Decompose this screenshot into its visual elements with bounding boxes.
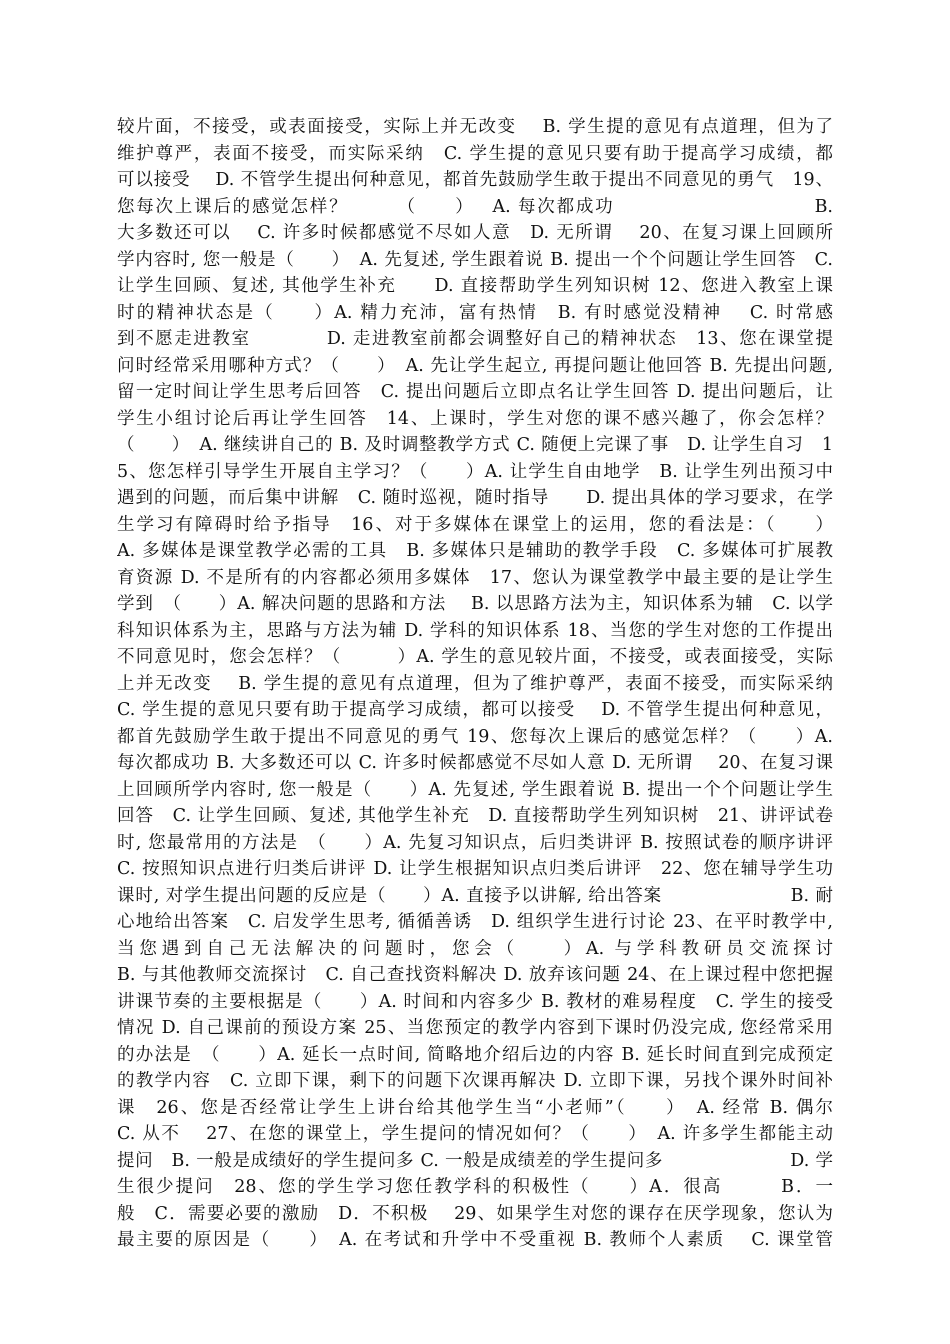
text-line: 您每次上课后的感觉怎样？ （ ） A. 每次都成功 B. (117, 196, 833, 217)
text-line: 到不愿走进教室 D. 走进教室前都会调整好自己的精神状态 13、您在课堂提 (117, 329, 833, 349)
text-line: 课 26、您是否经常让学生上讲台给其他学生当“小老师”（ ） A. 经常 B. 偶尔 (117, 1097, 833, 1118)
text-line: （ ） A. 继续讲自己的 B. 及时调整教学方式 C. 随便上完课了事 D. 让学生自习 1 (117, 435, 833, 455)
text-line: A. 多媒体是课堂教学必需的工具 B. 多媒体只是辅助的教学手段 C. 多媒体可扩展教 (117, 541, 833, 561)
text-line: 学生小组讨论后再让学生回答 14、上课时，学生对您的课不感兴趣了，你会怎样？ (117, 408, 833, 429)
text-line: B. 与其他教师交流探讨 C. 自己查找资料解决 D. 放弃该问题 24、在上课过程中您把握 (117, 965, 833, 985)
text-line: C. 按照知识点进行归类后讲评 D. 让学生根据知识点归类后讲评 22、您在辅导学生功 (117, 859, 833, 879)
text-line: 心地给出答案 C. 启发学生思考, 循循善诱 D. 组织学生进行讨论 23、在平时教学中, (117, 912, 833, 932)
text-line: 上并无改变 B. 学生提的意见有点道理，但为了维护尊严，表面不接受，而实际采纳 (117, 673, 833, 694)
text-line: 每次都成功 B. 大多数还可以 C. 许多时候都感觉不尽如人意 D. 无所谓 20、在复习课 (117, 753, 833, 773)
text-line: 课时, 对学生提出问题的反应是（ ）A. 直接予以讲解, 给出答案 B. 耐 (117, 885, 833, 906)
text-line: 科知识体系为主，思路与方法为辅 D. 学科的知识体系 18、当您的学生对您的工作提出 (117, 620, 833, 641)
text-line: 提问 B. 一般是成绩好的学生提问多 C. 一般是成绩差的学生提问多 D. 学 (117, 1150, 833, 1171)
text-line: 遇到的问题，而后集中讲解 C. 随时巡视，随时指导 D. 提出具体的学习要求，在学 (117, 488, 833, 508)
document-body (117, 114, 833, 1254)
text-line: 学到 （ ）A. 解决问题的思路和方法 B. 以思路方法为主，知识体系为辅 C. 以学 (117, 594, 833, 614)
text-line: 让学生回顾、复述, 其他学生补充 D. 直接帮助学生列知识树 12、您进入教室上课 (117, 276, 833, 296)
text-line: 育资源 D. 不是所有的内容都必须用多媒体 17、您认为课堂教学中最主要的是让学生 (117, 567, 833, 588)
text-line: 生学习有障碍时给予指导 16、对于多媒体在课堂上的运用，您的看法是：（ ） (117, 514, 833, 535)
text-line: 当您遇到自己无法解决的问题时，您会（ ）A. 与学科教研员交流探讨 (117, 938, 833, 959)
text-line: 大多数还可以 C. 许多时候都感觉不尽如人意 D. 无所谓 20、在复习课上回顾所 (117, 223, 833, 243)
text-line: 的办法是 （ ）A. 延长一点时间, 简略地介绍后边的内容 B. 延长时间直到完成预定 (117, 1044, 833, 1065)
text-line: 不同意见时，您会怎样？（ ）A. 学生的意见较片面，不接受，或表面接受，实际 (117, 647, 833, 667)
text-line: 上回顾所学内容时, 您一般是（ ）A. 先复述, 学生跟着说 B. 提出一个个问题让学生 (117, 779, 833, 800)
text-line: 5、您怎样引导学生开展自主学习？（ ）A. 让学生自由地学 B. 让学生列出预习中 (117, 461, 833, 482)
text-line: 的教学内容 C. 立即下课，剩下的问题下次课再解决 D. 立即下课，另找个课外时间补 (117, 1071, 833, 1091)
text-line: 般 C．需要必要的激励 D．不积极 29、如果学生对您的课存在厌学现象，您认为 (117, 1203, 833, 1224)
text-line: 最主要的原因是（ ） A. 在考试和升学中不受重视 B. 教师个人素质 C. 课堂管 (117, 1230, 833, 1250)
text-line: 较片面，不接受，或表面接受，实际上并无改变 B. 学生提的意见有点道理，但为了 (117, 117, 833, 137)
text-line: 留一定时间让学生思考后回答 C. 提出问题后立即点名让学生回答 D. 提出问题后，让 (117, 382, 833, 402)
text-line: 生很少提问 28、您的学生学习您任教学科的积极性（ ）A．很高 B．一 (117, 1177, 833, 1197)
text-line: 可以接受 D. 不管学生提出何种意见，都首先鼓励学生敢于提出不同意见的勇气 19、 (117, 170, 833, 190)
text-line: C. 学生提的意见只要有助于提高学习成绩，都可以接受 D. 不管学生提出何种意见， (117, 700, 833, 720)
text-line: 时, 您最常用的方法是 （ ）A. 先复习知识点，后归类讲评 B. 按照试卷的顺序讲评 (117, 832, 833, 853)
text-line: 情况 D. 自己课前的预设方案 25、当您预定的教学内容到下课时仍没完成, 您经常采用 (117, 1018, 833, 1038)
text-line: 讲课节奏的主要根据是（ ）A. 时间和内容多少 B. 教材的难易程度 C. 学生的接受 (117, 991, 833, 1012)
text-line: 都首先鼓励学生敢于提出不同意见的勇气 19、您每次上课后的感觉怎样？（ ）A. (117, 726, 833, 747)
text-line: 回答 C. 让学生回顾、复述, 其他学生补充 D. 直接帮助学生列知识树 21、讲评试卷 (117, 806, 833, 826)
text-line: 问时经常采用哪种方式？（ ） A. 先让学生起立, 再提问题让他回答 B. 先提出问题, (117, 355, 833, 376)
text-line: C. 从不 27、在您的课堂上，学生提问的情况如何？（ ） A. 许多学生都能主动 (117, 1124, 833, 1144)
text-line: 维护尊严，表面不接受，而实际采纳 C. 学生提的意见只要有助于提高学习成绩，都 (117, 143, 833, 164)
text-line: 学内容时, 您一般是（ ） A. 先复述, 学生跟着说 B. 提出一个个问题让学生回答 C. (117, 249, 833, 270)
text-line: 时的精神状态是（ ）A. 精力充沛，富有热情 B. 有时感觉没精神 C. 时常感 (117, 302, 833, 323)
